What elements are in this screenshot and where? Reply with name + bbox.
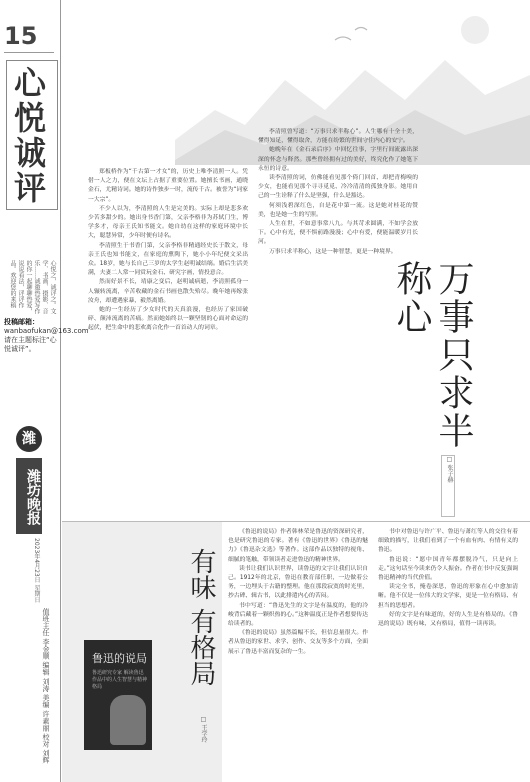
article1-paragraph: 她晚年在《金石录后序》中回忆往事，字里行间流露出深深的怀念与释然。那些曾经拥有过的美好，终究化作了她笔下永恒的诗意。 <box>258 147 418 172</box>
article2-paragraph: 书中写道：“鲁迅先生的文字是有温度的，他的冷峻背后藏着一颗炽热的心。”这种温度正是作者想要传达给读者的。 <box>228 602 368 628</box>
article1-paragraph: 何须浅碧深红色，自是花中第一流。这是她对桂花的赞美，也是她一生的写照。 <box>258 202 418 218</box>
article2-title: 有味 有格局 <box>186 548 216 687</box>
article2-paragraph: 《鲁迅的说局》虽然篇幅不长，但信息量很大。作者从鲁迅的家世、求学、创作、交友等多个方面，全面展示了鲁迅丰富而复杂的一生。 <box>228 630 368 655</box>
article1-author: □ 张子赫 <box>441 455 455 517</box>
book-cover-title: 鲁迅的说局 <box>92 652 147 665</box>
article1-paragraph: 万事只求半称心，这是一种智慧，更是一种境界。 <box>269 248 397 255</box>
book-cover-subtitle: 鲁迅研究专家 解读鲁迅作品中的人生智慧与精神格局 <box>92 670 148 690</box>
article1-paragraph: 读李清照的词，仿佛能看见那个倚门回首、却把青梅嗅的少女，也能看见那个寻寻觅觅、冷冷清清的孤独身影。她用自己的一生诠释了什么是坚强，什么是豁达。 <box>258 175 418 200</box>
article1-paragraph: 李清照曾写道：“万事只求半称心”。人生哪有十全十美，懂得知足，懂得取舍，方能在纷繁的世间守住内心的安宁。 <box>258 129 418 145</box>
column-name: 心悦诚评 <box>13 64 46 207</box>
article1-paragraph: 人生在世，不如意事常八九。与其苛求圆满，不如学会放下。心中有光，便不惧前路漫漫；心中有爱，便能温暖岁月长河。 <box>258 221 418 246</box>
article2-paragraph: 读完全书，掩卷深思，鲁迅的形象在心中愈加清晰。他不仅是一位伟大的文学家，更是一位有格局、有担当的思想者。 <box>378 584 518 609</box>
article2-column-1 <box>228 528 368 778</box>
submission-info <box>4 318 89 354</box>
portrait-image <box>110 695 146 745</box>
article2-paragraph: 读书让我们认识世界，读鲁迅的文字让我们认识自己。1912年的北京，鲁迅在教育部任职，一边做着公务，一边埋头于古籍的整理。他在那段寂寞的时光里，抄古碑、辑古书，以此排遣内心的苦闷。 <box>228 565 368 600</box>
article1-paragraph: 她的一生经历了少女时代的天真浪漫，也经历了家国破碎、颠沛流离的苦痛。然而她始终以一颗坚韧的心面对命运的起伏，把生命中的悲欢离合化作一首首动人的词章。 <box>88 307 248 332</box>
submission-email[interactable]: wanbaofukan@163.com <box>4 327 89 335</box>
article2-paragraph: 好的文字是有味道的，好的人生是有格局的。《鲁迅的说局》既有味，又有格局，值得一读再读。 <box>378 611 518 628</box>
staff-credits: 值班主任 李金顺 编辑 刘涛 美编 许素丽 校对 刘辉 <box>42 608 50 764</box>
newspaper-name: 潍坊晚报 <box>16 458 42 534</box>
newspaper-logo-icon: 潍 <box>16 426 42 452</box>
article2-paragraph: 鲁迅说：“愿中国青年都摆脱冷气，只是向上走。”这句话至今读来仍令人振奋。作者在书中反复强调鲁迅精神的当代价值。 <box>378 556 518 582</box>
divider <box>4 52 54 53</box>
article2-column-2 <box>378 528 518 778</box>
article2-author: □ 王学玲 <box>200 716 207 743</box>
submission-note: 请在主题标注“心悦诚评”。 <box>4 336 57 353</box>
issue-date: 2023年4月23日 星期日 <box>33 538 40 603</box>
article1-column-1 <box>88 168 248 518</box>
article1-paragraph: 然而好景不长，靖康之变后，赵明诚病逝，李清照孤身一人辗转流离，辛苦收藏的金石书画也散失殆尽。晚年她再嫁张汝舟，却遭遇家暴，毅然离婚。 <box>88 279 248 304</box>
page-number: 15 <box>4 22 38 50</box>
article1-paragraph: 郑板桥作为“千古第一才女”的，历史上唯李清照一人。凭借一人之力，便在文坛上占据了重要位置。她擅长书画，通晓金石，尤精诗词。她的诗作独步一时，流传千古。被誉为“词家一大宗”。 <box>88 169 248 203</box>
submission-title: 投稿邮箱： <box>4 318 39 326</box>
column-slogan: 心悦之，诚评之。文学、书画、摄影、音乐……诚邀热爱写作的你一起聊聊热爱，说说看法，评评作品。欢迎您的来稿 <box>9 260 56 314</box>
article2-paragraph: 书中对鲁迅与许广平、鲁迅与萧红等人的交往有着细致的描写，让我们看到了一个有血有肉、有情有义的鲁迅。 <box>378 529 518 554</box>
article1-title: 万事只求半称心 <box>391 260 474 450</box>
article1-paragraph: 李清照生于书香门第，父亲李格非精通经史长于散文，母亲王氏也知书能文，在家庭的熏陶下，她小小年纪便文采出众。18岁，她与长自己三岁的太学生赵明诚结缡。婚后生活美满，夫妻二人常一同赏玩金石、研究字画，情投意合。 <box>88 242 248 277</box>
article2-paragraph: 《鲁迅的说局》作者韩林荣是鲁迅的资深研究者，也是研究鲁迅的专家。著有《鲁迅的世界》《鲁迅的魅力》《鲁迅杂文选》等著作。这部作品以独特的视角、细腻的笔触，带领读者走进鲁迅的精神世界。 <box>228 529 368 563</box>
article1-paragraph: 不少人以为，李清照的人生是完美的。实际上却是悲多欢少苦多甜少的。她出身书香门第，父亲李格非为苏轼门生，博学多才，母亲王氏知书能文。她自幼在这样的家庭环境中长大，聪慧异常，少年时便有诗名。 <box>88 205 248 240</box>
